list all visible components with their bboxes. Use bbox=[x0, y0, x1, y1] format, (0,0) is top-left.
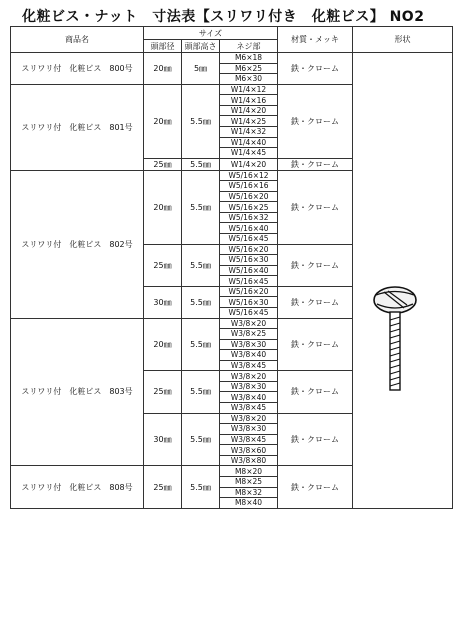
thread-spec-cell: W1/4×16 bbox=[220, 95, 278, 106]
head-height-cell: 5.5㎜ bbox=[182, 413, 220, 466]
head-height-cell: 5.5㎜ bbox=[182, 466, 220, 508]
thread-spec-cell: W1/4×40 bbox=[220, 137, 278, 148]
thread-spec-cell: W5/16×40 bbox=[220, 223, 278, 234]
head-diameter-cell: 25㎜ bbox=[144, 158, 182, 170]
thread-spec-cell: W5/16×20 bbox=[220, 191, 278, 202]
header-head-diameter: 頭部径 bbox=[144, 40, 182, 53]
header-size: サイズ bbox=[144, 27, 278, 40]
head-diameter-cell: 20㎜ bbox=[144, 53, 182, 85]
thread-spec-cell: W3/8×40 bbox=[220, 392, 278, 403]
head-height-cell: 5㎜ bbox=[182, 53, 220, 85]
product-name: スリワリ付 化粧ビス 800号 bbox=[11, 53, 144, 85]
head-diameter-cell: 20㎜ bbox=[144, 84, 182, 158]
head-diameter-cell: 25㎜ bbox=[144, 244, 182, 286]
material-cell: 鉄・クローム bbox=[278, 286, 353, 318]
header-product: 商品名 bbox=[11, 27, 144, 53]
thread-spec-cell: M8×40 bbox=[220, 498, 278, 509]
thread-spec-cell: W5/16×45 bbox=[220, 307, 278, 318]
material-cell: 鉄・クローム bbox=[278, 170, 353, 244]
shape-cell bbox=[353, 53, 453, 509]
thread-spec-cell: W5/16×45 bbox=[220, 276, 278, 287]
thread-spec-cell: W3/8×30 bbox=[220, 424, 278, 435]
thread-spec-cell: W5/16×20 bbox=[220, 244, 278, 255]
material-cell: 鉄・クローム bbox=[278, 466, 353, 508]
thread-spec-cell: W5/16×20 bbox=[220, 286, 278, 297]
header-shape: 形状 bbox=[353, 27, 453, 53]
thread-spec-cell: M8×32 bbox=[220, 487, 278, 498]
thread-spec-cell: W3/8×25 bbox=[220, 329, 278, 340]
thread-spec-cell: M8×20 bbox=[220, 466, 278, 477]
product-name: スリワリ付 化粧ビス 802号 bbox=[11, 170, 144, 318]
spec-table-body bbox=[11, 53, 453, 509]
thread-spec-cell: W1/4×20 bbox=[220, 105, 278, 116]
material-cell: 鉄・クローム bbox=[278, 318, 353, 371]
product-name: スリワリ付 化粧ビス 808号 bbox=[11, 466, 144, 508]
thread-spec-cell: W1/4×20 bbox=[220, 158, 278, 170]
material-cell: 鉄・クローム bbox=[278, 84, 353, 158]
page-title: 化粧ビス・ナット 寸法表【スリワリ付き 化粧ビス】 NO2 bbox=[22, 9, 425, 25]
head-diameter-cell: 30㎜ bbox=[144, 286, 182, 318]
thread-spec-cell: W1/4×25 bbox=[220, 116, 278, 127]
thread-spec-cell: W1/4×32 bbox=[220, 126, 278, 137]
thread-spec-cell: W3/8×30 bbox=[220, 381, 278, 392]
header-material: 材質・メッキ bbox=[278, 27, 353, 53]
product-name: スリワリ付 化粧ビス 803号 bbox=[11, 318, 144, 466]
head-height-cell: 5.5㎜ bbox=[182, 286, 220, 318]
thread-spec-cell: M6×30 bbox=[220, 74, 278, 85]
thread-spec-cell: W5/16×16 bbox=[220, 181, 278, 192]
thread-spec-cell: M6×18 bbox=[220, 53, 278, 64]
header-thread: ネジ部 bbox=[220, 40, 278, 53]
thread-spec-cell: W3/8×40 bbox=[220, 350, 278, 361]
thread-spec-cell: W3/8×60 bbox=[220, 445, 278, 456]
thread-spec-cell: W3/8×45 bbox=[220, 403, 278, 414]
head-height-cell: 5.5㎜ bbox=[182, 84, 220, 158]
material-cell: 鉄・クローム bbox=[278, 244, 353, 286]
thread-spec-cell: W5/16×30 bbox=[220, 297, 278, 308]
material-cell: 鉄・クローム bbox=[278, 371, 353, 413]
material-cell: 鉄・クローム bbox=[278, 53, 353, 85]
head-height-cell: 5.5㎜ bbox=[182, 318, 220, 371]
head-height-cell: 5.5㎜ bbox=[182, 244, 220, 286]
thread-spec-cell: W5/16×30 bbox=[220, 255, 278, 266]
thread-spec-cell: W1/4×12 bbox=[220, 84, 278, 95]
head-height-cell: 5.5㎜ bbox=[182, 158, 220, 170]
thread-spec-cell: W3/8×45 bbox=[220, 360, 278, 371]
spec-table bbox=[10, 26, 453, 509]
head-diameter-cell: 25㎜ bbox=[144, 466, 182, 508]
thread-spec-cell: W3/8×20 bbox=[220, 371, 278, 382]
head-diameter-cell: 20㎜ bbox=[144, 170, 182, 244]
head-diameter-cell: 30㎜ bbox=[144, 413, 182, 466]
thread-spec-cell: W3/8×20 bbox=[220, 318, 278, 329]
thread-spec-cell: M6×25 bbox=[220, 63, 278, 74]
thread-spec-cell: W3/8×20 bbox=[220, 413, 278, 424]
head-diameter-cell: 25㎜ bbox=[144, 371, 182, 413]
thread-spec-cell: M8×25 bbox=[220, 476, 278, 487]
product-name: スリワリ付 化粧ビス 801号 bbox=[11, 84, 144, 170]
screw-illustration bbox=[370, 284, 420, 394]
thread-spec-cell: W3/8×45 bbox=[220, 434, 278, 445]
material-cell: 鉄・クローム bbox=[278, 158, 353, 170]
thread-spec-cell: W5/16×40 bbox=[220, 265, 278, 276]
thread-spec-cell: W5/16×45 bbox=[220, 234, 278, 245]
thread-spec-cell: W3/8×80 bbox=[220, 455, 278, 466]
thread-spec-cell: W5/16×12 bbox=[220, 170, 278, 181]
thread-spec-cell: W3/8×30 bbox=[220, 339, 278, 350]
head-diameter-cell: 20㎜ bbox=[144, 318, 182, 371]
table-row bbox=[11, 53, 453, 64]
thread-spec-cell: W5/16×25 bbox=[220, 202, 278, 213]
material-cell: 鉄・クローム bbox=[278, 413, 353, 466]
head-height-cell: 5.5㎜ bbox=[182, 371, 220, 413]
header-head-height: 頭部高さ bbox=[182, 40, 220, 53]
thread-spec-cell: W1/4×45 bbox=[220, 148, 278, 159]
thread-spec-cell: W5/16×32 bbox=[220, 212, 278, 223]
head-height-cell: 5.5㎜ bbox=[182, 170, 220, 244]
